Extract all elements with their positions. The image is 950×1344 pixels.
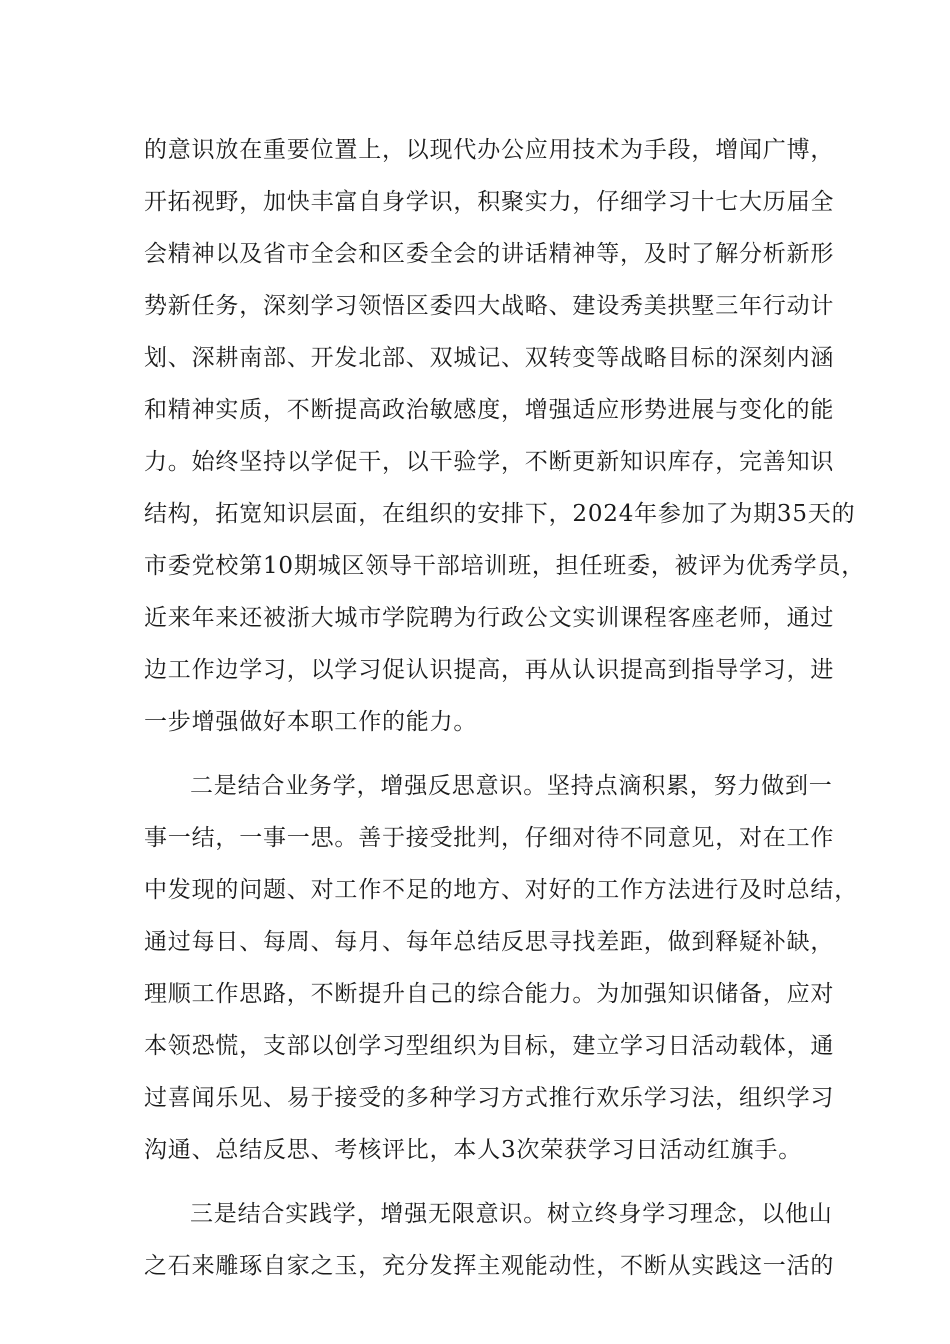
paragraph-line: 力。始终坚持以学促干，以干验学，不断更新知识库存，完善知识 xyxy=(144,449,835,475)
paragraph-line: 通过每日、每周、每月、每年总结反思寻找差距，做到释疑补缺， xyxy=(144,929,835,955)
paragraph-line: 会精神以及省市全会和区委全会的讲话精神等，及时了解分析新形 xyxy=(144,241,835,267)
paragraph-line: 事一结，一事一思。善于接受批判，仔细对待不同意见，对在工作 xyxy=(144,825,835,851)
paragraph-first-line: 二是结合业务学，增强反思意识。坚持点滴积累，努力做到一 xyxy=(190,773,833,799)
paragraph-spacer xyxy=(144,1176,814,1188)
paragraph-line: 沟通、总结反思、考核评比，本人3次荣获学习日活动红旗手。 xyxy=(144,1137,803,1163)
paragraph-line: 开拓视野，加快丰富自身学识，积聚实力，仔细学习十七大历届全 xyxy=(144,189,835,215)
paragraph-line: 边工作边学习，以学习促认识提高，再从认识提高到指导学习，进 xyxy=(144,657,835,683)
paragraph-3 xyxy=(144,1188,835,1292)
paragraph-first-line: 三是结合实践学，增强无限意识。树立终身学习理念，以他山 xyxy=(190,1201,833,1227)
paragraph-line: 市委党校第10期城区领导干部培训班，担任班委，被评为优秀学员， xyxy=(144,553,866,579)
paragraph-line: 之石来雕琢自家之玉，充分发挥主观能动性，不断从实践这一活的 xyxy=(144,1253,835,1279)
paragraph-line: 结构，拓宽知识层面，在组织的安排下，2024年参加了为期35天的 xyxy=(144,501,856,527)
paragraph-line: 势新任务，深刻学习领悟区委四大战略、建设秀美拱墅三年行动计 xyxy=(144,293,835,319)
paragraph-line: 和精神实质，不断提高政治敏感度，增强适应形势进展与变化的能 xyxy=(144,397,835,423)
paragraph-line: 划、深耕南部、开发北部、双城记、双转变等战略目标的深刻内涵 xyxy=(144,345,835,371)
paragraph-line: 的意识放在重要位置上，以现代办公应用技术为手段，增闻广博， xyxy=(144,137,835,163)
paragraph-line: 中发现的问题、对工作不足的地方、对好的工作方法进行及时总结， xyxy=(144,877,858,903)
paragraph-line: 近来年来还被浙大城市学院聘为行政公文实训课程客座老师，通过 xyxy=(144,605,835,631)
paragraph-line: 过喜闻乐见、易于接受的多种学习方式推行欢乐学习法，组织学习 xyxy=(144,1085,835,1111)
paragraph-spacer xyxy=(144,748,814,760)
paragraph-line: 一步增强做好本职工作的能力。 xyxy=(144,709,478,735)
paragraph-2 xyxy=(144,760,858,1176)
paragraph-line: 本领恐慌，支部以创学习型组织为目标，建立学习日活动载体，通 xyxy=(144,1033,835,1059)
paragraph-line: 理顺工作思路，不断提升自己的综合能力。为加强知识储备，应对 xyxy=(144,981,835,1007)
paragraph-1 xyxy=(144,124,866,748)
document-body xyxy=(144,124,866,1292)
